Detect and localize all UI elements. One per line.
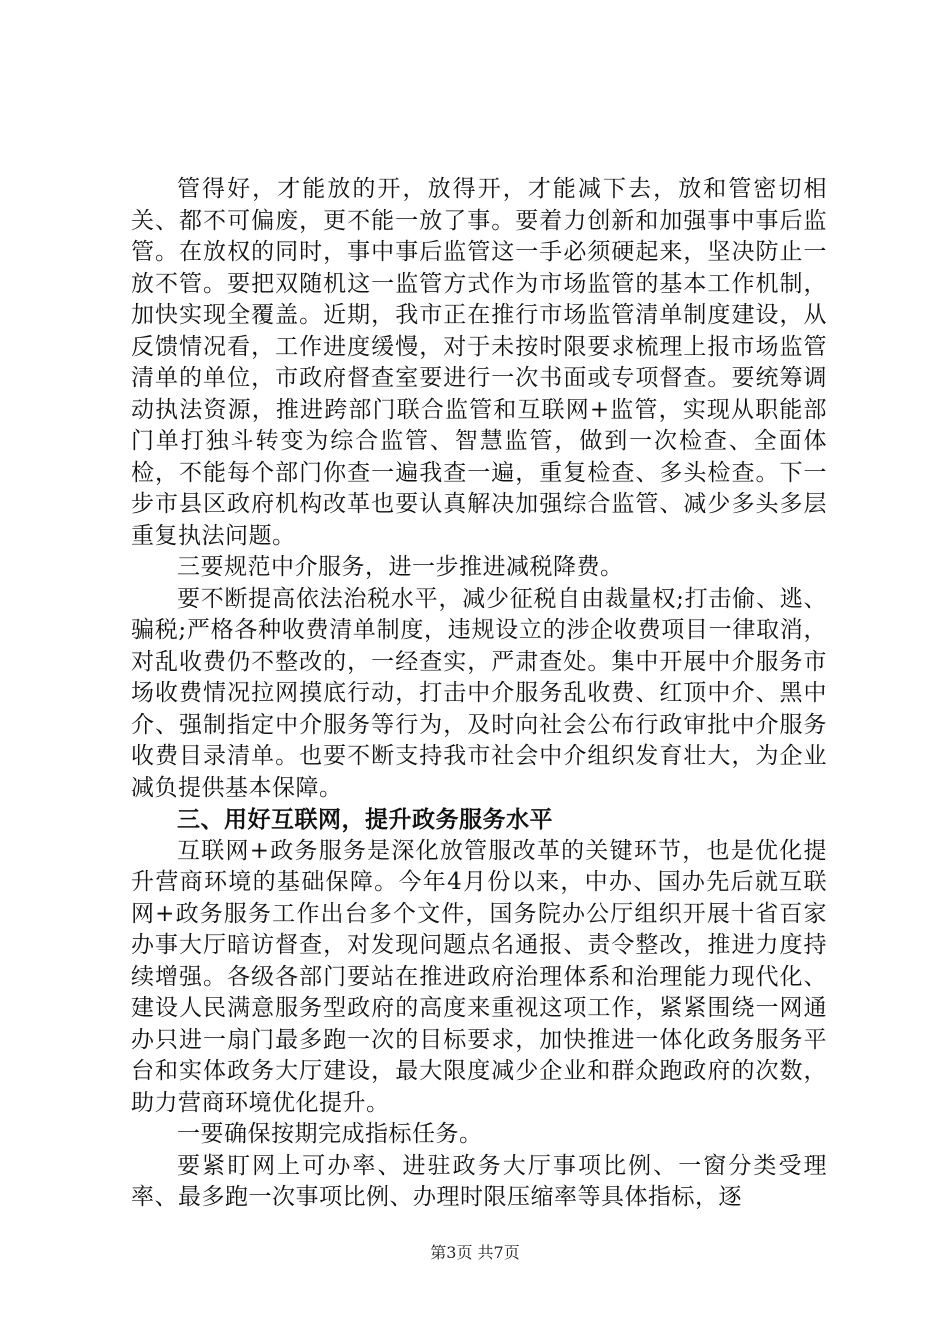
paragraph-intermediary-title: 三要规范中介服务，进一步推进减税降费。: [177, 554, 624, 580]
paragraph-supervision: 管得好，才能放的开，放得开，才能减下去，放和管密切相关、都不可偏废，更不能一放了事。要着力创新和加强事中事后监管。在放权的同时，事中事后监管这一手必须硬起来，坚决防止一放不管。要把双随机这一监管方式作为市场监管的基本工作机制，加快实现全覆盖。近期，我市正在推行市场监管清单制度建设，从反馈情况看，工作进度缓慢，对于未按时限要求梳理上报市场监管清单的单位，市政府督查室要进行一次书面或专项督查。要统筹调动执法资源，推进跨部门联合监管和互联网+监管，实现从职能部门单打独斗转变为综合监管、智慧监管，做到一次检查、全面体检，不能每个部门你查一遍我查一遍，重复检查、多头检查。下一步市县区政府机构改革也要认真解决加强综合监管、减少多头多层重复执法问题。: [131, 176, 827, 549]
section-heading-internet: 三、用好互联网，提升政务服务水平: [177, 806, 553, 833]
paragraph-internet-services: 互联网+政务服务是深化放管服改革的关键环节，也是优化提升营商环境的基础保障。今年4月份以来，中办、国办先后就互联网+政务服务工作出台多个文件，国务院办公厅组织开展十省百家办事大厅暗访督查，对发现问题点名通报、责令整改，推进力度持续增强。各级各部门要站在推进政府治理体系和治理能力现代化、建设人民满意服务型政府的高度来重视这项工作，紧紧围绕一网通办只进一扇门最多跑一次的目标要求，加快推进一体化政务服务平台和实体政务大厅建设，最大限度减少企业和群众跑政府的次数，助力营商环境优化提升。: [131, 837, 827, 1116]
page-footer: 第3页 共7页: [430, 1243, 520, 1262]
paragraph-tax: 要不断提高依法治税水平，减少征税自由裁量权;打击偷、逃、骗税;严格各种收费清单制度，违规设立的涉企收费项目一律取消，对乱收费仍不整改的，一经查实，严肃查处。集中开展中介服务市场收费情况拉网摸底行动，打击中介服务乱收费、红顶中介、黑中介、强制指定中介服务等行为，及时向社会公布行政审批中介服务收费目录清单。也要不断支持我市社会中介组织发育壮大，为企业减负提供基本保障。: [131, 585, 827, 801]
document-body: [131, 174, 827, 1214]
paragraph-targets-title: 一要确保按期完成指标任务。: [177, 1121, 483, 1147]
paragraph-targets: 要紧盯网上可办率、进驻政务大厅事项比例、一窗分类受理率、最多跑一次事项比例、办理时限压缩率等具体指标，逐: [131, 1152, 827, 1210]
